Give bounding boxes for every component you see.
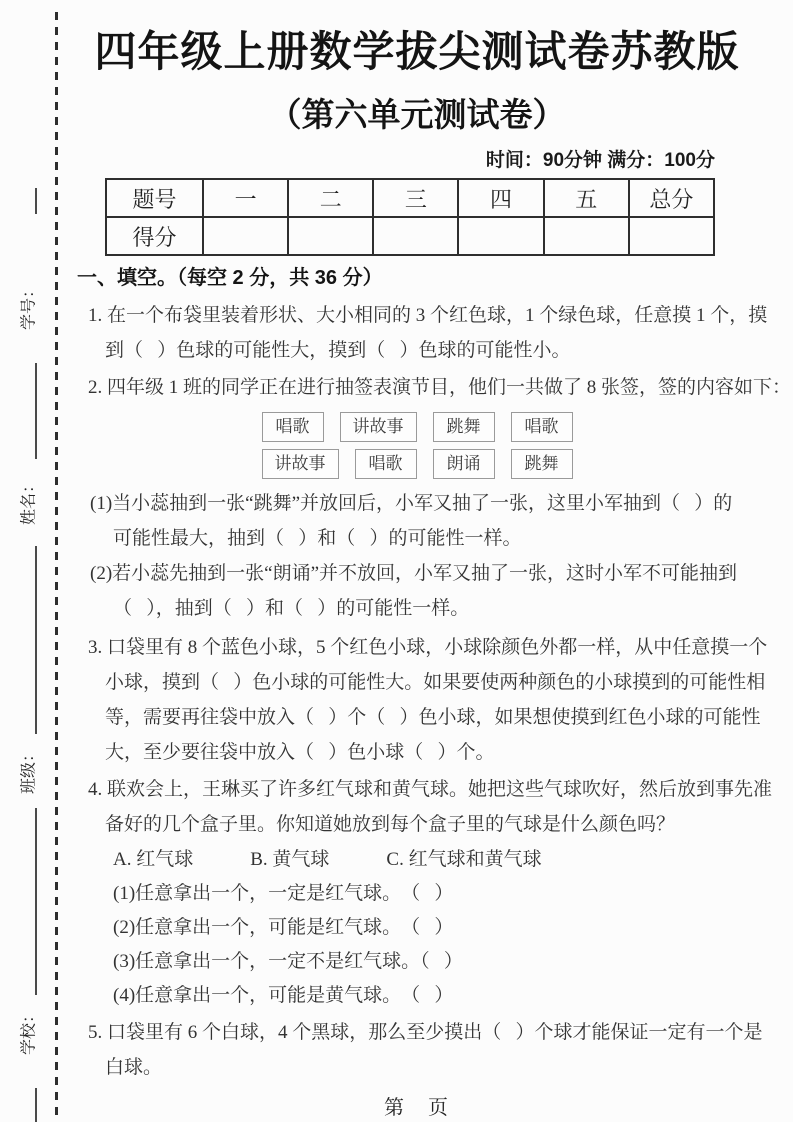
binding-dashed-line — [55, 12, 58, 1122]
sidebar-blank-line — [35, 188, 37, 214]
score-cell-empty — [373, 217, 458, 255]
score-table-cell-q1: 一 — [203, 179, 288, 217]
exam-subtitle: （第六单元测试卷） — [268, 96, 566, 133]
question-2-sub1-line: 可能性最大，抽到（ ）和（ ）的可能性一样。 — [113, 528, 522, 549]
question-5-line: 5. 口袋里有 6 个白球，4 个黑球，那么至少摸出（ ）个球才能保证一定有一个是 — [88, 1022, 763, 1043]
score-cell-empty — [544, 217, 629, 255]
question-4-item: (3)任意拿出一个，一定不是红气球。（ ） — [113, 951, 463, 972]
sign-row — [75, 449, 759, 479]
score-table-cell-q5: 五 — [544, 179, 629, 217]
score-table-score-row — [106, 217, 714, 255]
sign-box: 讲故事 — [340, 412, 417, 442]
question-3-line: 3. 口袋里有 8 个蓝色小球，5 个红色小球，小球除颜色外都一样，从中任意摸一个 — [88, 637, 768, 658]
question-2-sub2-line: (2)若小蕊先抽到一张“朗诵”并不放回，小军又抽了一张，这时小军不可能抽到 — [90, 563, 738, 584]
question-4-item: (1)任意拿出一个，一定是红气球。 （ ） — [113, 883, 454, 904]
question-2-sub2-line: （ ），抽到（ ）和（ ）的可能性一样。 — [113, 598, 470, 619]
sign-box: 讲故事 — [262, 449, 339, 479]
sign-box: 唱歌 — [511, 412, 573, 442]
sidebar-label-school: 学校： — [20, 1006, 38, 1056]
sidebar-blank-line — [35, 808, 37, 995]
question-3-line: 大，至少要往袋中放入（ ）色小球（ ）个。 — [105, 742, 495, 763]
sidebar-label-name: 姓名： — [20, 476, 38, 526]
score-cell-empty — [458, 217, 543, 255]
question-4-item: (4)任意拿出一个，可能是黄气球。 （ ） — [113, 985, 454, 1006]
question-1-line: 1. 在一个布袋里装着形状、大小相同的 3 个红色球，1 个绿色球，任意摸 1 个，摸 — [88, 305, 768, 326]
score-table — [105, 178, 715, 256]
question-4-items — [75, 877, 759, 1013]
sign-box: 唱歌 — [355, 449, 417, 479]
question-3 — [75, 630, 768, 770]
question-4-item: (2)任意拿出一个，可能是红气球。 （ ） — [113, 917, 454, 938]
sign-box: 唱歌 — [262, 412, 324, 442]
question-5 — [75, 1015, 763, 1085]
question-4-options: A. 红气球 B. 黄气球 C. 红气球和黄气球 — [113, 849, 542, 870]
question-2-sub1-line: (1)当小蕊抽到一张“跳舞”并放回后，小军又抽了一张，这里小军抽到（ ）的 — [90, 493, 733, 514]
score-table-cell-q3: 三 — [373, 179, 458, 217]
sidebar-blank-line — [35, 1088, 37, 1122]
sign-box: 跳舞 — [433, 412, 495, 442]
footer-page-label: 第 页 — [384, 1097, 450, 1119]
sidebar-label-class: 班级： — [20, 745, 38, 795]
score-table-header-row — [106, 179, 714, 217]
sidebar-label-student-number: 学号： — [20, 281, 38, 331]
question-5-line: 白球。 — [105, 1057, 163, 1078]
score-row-label: 得分 — [106, 217, 203, 255]
score-cell-empty — [203, 217, 288, 255]
score-table-cell-q4: 四 — [458, 179, 543, 217]
exam-meta: 时间：90分钟 满分：100分 — [485, 150, 715, 171]
question-3-line: 小球，摸到（ ）色小球的可能性大。如果要使两种颜色的小球摸到的可能性相 — [105, 672, 766, 693]
question-2 — [75, 370, 792, 626]
exam-content — [75, 14, 792, 1121]
question-4 — [75, 772, 773, 1013]
exam-title: 四年级上册数学拔尖测试卷苏教版 — [94, 28, 740, 75]
question-4-line: 备好的几个盒子里。你知道她放到每个盒子里的气球是什么颜色吗？ — [105, 814, 676, 835]
sidebar-blank-line — [35, 363, 37, 459]
section-1-heading: 一、填空。（每空 2 分，共 36 分） — [77, 267, 383, 289]
question-3-line: 等，需要再往袋中放入（ ）个（ ）色小球，如果想使摸到红色小球的可能性 — [105, 707, 761, 728]
sign-box: 跳舞 — [511, 449, 573, 479]
question-4-line: 4. 联欢会上，王琳买了许多红气球和黄气球。她把这些气球吹好，然后放到事先准 — [88, 779, 773, 800]
question-1-line: 到（ ）色球的可能性大，摸到（ ）色球的可能性小。 — [105, 340, 571, 361]
question-2-sign-grid — [75, 412, 759, 479]
question-2-intro: 2. 四年级 1 班的同学正在进行抽签表演节目，他们一共做了 8 张签，签的内容如下： — [88, 377, 792, 398]
score-cell-empty — [629, 217, 714, 255]
sign-row — [75, 412, 759, 442]
question-1 — [75, 298, 768, 368]
score-table-cell-q2: 二 — [288, 179, 373, 217]
sidebar-blank-line — [35, 546, 37, 734]
score-table-cell-label: 题号 — [106, 179, 203, 217]
score-table-cell-total: 总分 — [629, 179, 714, 217]
sign-box: 朗诵 — [433, 449, 495, 479]
score-cell-empty — [288, 217, 373, 255]
